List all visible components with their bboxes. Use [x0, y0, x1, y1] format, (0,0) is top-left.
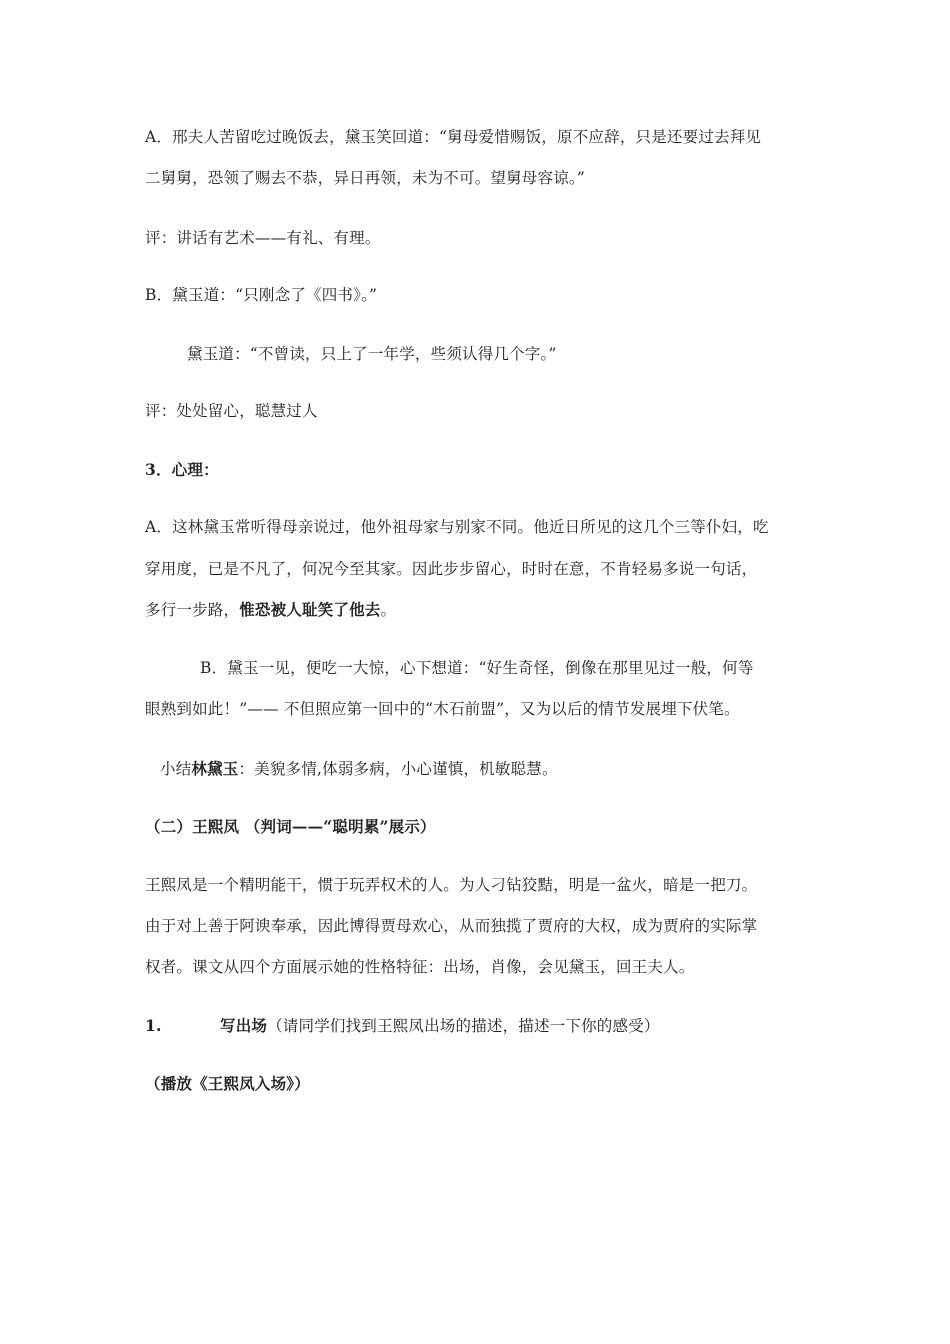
emphasis-text: 惟恐被人耻笑了他去: [239, 600, 381, 619]
paragraph-line: 二舅舅，恐领了赐去不恭，异日再领，未为不可。望舅母容谅。”: [145, 169, 585, 187]
item-number: 1.: [145, 1016, 162, 1035]
paragraph-line: 权者。课文从四个方面展示她的性格特征：出场，肖像，会见黛玉，回王夫人。: [145, 958, 695, 976]
section-heading: 3．心理：: [145, 460, 219, 479]
text-run: ：美貌多情,体弱多病，小心谨慎，机敏聪慧。: [238, 760, 558, 778]
paragraph-line: 由于对上善于阿谀奉承，因此博得贾母欢心，从而独揽了贾府的大权，成为贾府的实际掌: [145, 917, 758, 935]
section-heading: （二）王熙凤 （判词——“聪明累”展示）: [145, 817, 436, 836]
item-note: （请同学们找到王熙凤出场的描述，描述一下你的感受）: [267, 1017, 660, 1035]
paragraph-line: B．黛玉一见，便吃一大惊，心下想道：“好生奇怪，倒像在那里见过一般，何等: [200, 659, 754, 677]
paragraph-line: A．这林黛玉常听得母亲说过，他外祖母家与别家不同。他近日所见的这几个三等仆妇，吃: [145, 518, 769, 536]
comment-line: 评：处处留心，聪慧过人: [145, 402, 318, 420]
comment-line: 评：讲话有艺术——有礼、有理。: [145, 229, 381, 247]
text-run: 。: [380, 601, 397, 619]
paragraph-line: 穿用度，已是不凡了，何况今至其家。因此步步留心，时时在意，不肯轻易多说一句话，: [145, 560, 758, 578]
paragraph-line: B．黛玉道：“只刚念了《四书》。”: [145, 286, 378, 304]
paragraph-line: 眼熟到如此！”—— 不但照应第一回中的“木石前盟”，又为以后的情节发展埋下伏笔。: [145, 700, 740, 718]
paragraph-line: A．邢夫人苦留吃过晚饭去，黛玉笑回道：“舅母爱惜赐饭，原不应辞，只是还要过去拜见: [145, 128, 762, 146]
text-run: 小结: [160, 760, 192, 778]
emphasis-text: 林黛玉: [191, 759, 239, 778]
paragraph-line: [145, 600, 396, 620]
numbered-item: [145, 1016, 660, 1036]
media-note: （播放《王熙凤入场》）: [145, 1074, 310, 1093]
item-title: 写出场: [220, 1016, 268, 1035]
paragraph-line: 王熙凤是一个精明能干，惯于玩弄权术的人。为人刁钻狡黠，明是一盆火，暗是一把刀。: [145, 876, 758, 894]
text-run: 多行一步路，: [145, 601, 240, 619]
summary-line: [160, 759, 558, 779]
paragraph-line: 黛玉道：“不曾读，只上了一年学，些须认得几个字。”: [187, 345, 557, 363]
